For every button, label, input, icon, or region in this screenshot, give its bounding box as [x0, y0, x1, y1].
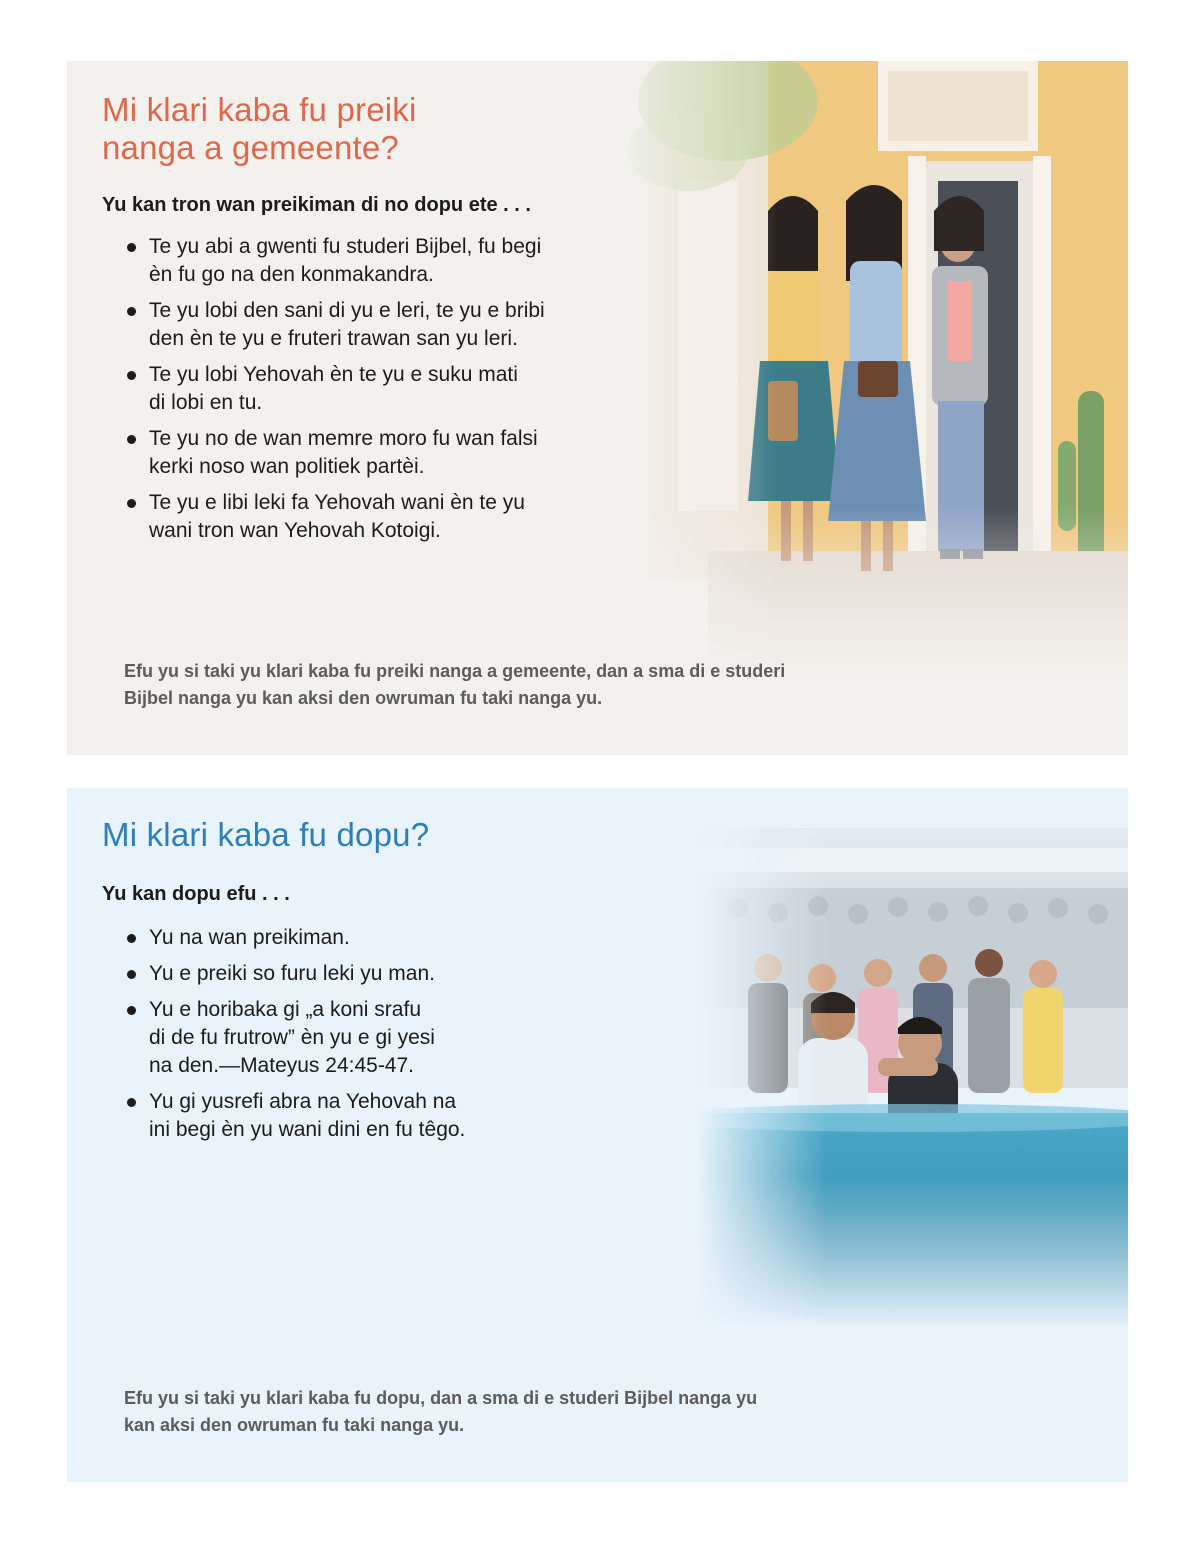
- list-item: Yu na wan preikiman.: [102, 924, 662, 952]
- list-item: Yu e horibaka gi „a koni srafu di de fu frutrow” èn yu e gi yesi na den.—Mateyus 24:45-47.: [102, 996, 662, 1080]
- list-item: Te yu e libi leki fa Yehovah wani èn te yu wani tron wan Yehovah Kotoigi.: [102, 489, 662, 545]
- list-item: Te yu no de wan memre moro fu wan falsi kerki noso wan politiek partèi.: [102, 425, 662, 481]
- title-line: nanga a gemeente?: [102, 129, 399, 166]
- section-subheading: Yu kan tron wan preikiman di no dopu ete . . .: [102, 194, 531, 216]
- footnote: Efu yu si taki yu klari kaba fu dopu, dan a sma di e studeri Bijbel nanga yu kan aksi den owruman fu taki nanga yu.: [124, 1388, 758, 1435]
- baptism-readiness-panel: [67, 788, 1128, 1482]
- ministry-readiness-panel: [67, 61, 1128, 755]
- street-preaching-illustration: [588, 61, 1128, 681]
- section-title: Mi klari kaba fu dopu?: [102, 816, 430, 853]
- list-item: Te yu lobi Yehovah èn te yu e suku mati di lobi en tu.: [102, 361, 662, 417]
- section-subheading: Yu kan dopu efu . . .: [102, 883, 290, 905]
- requirements-list: [102, 233, 662, 545]
- section-title: [102, 91, 417, 167]
- list-item: Te yu lobi den sani di yu e leri, te yu e bribi den èn te yu e fruteri trawan san yu leri.: [102, 297, 662, 353]
- list-item: Yu gi yusrefi abra na Yehovah na ini begi èn yu wani dini en fu têgo.: [102, 1088, 662, 1144]
- requirements-list: [102, 924, 662, 1144]
- list-item: Yu e preiki so furu leki yu man.: [102, 960, 662, 988]
- baptism-illustration: [698, 788, 1128, 1328]
- list-item: Te yu abi a gwenti fu studeri Bijbel, fu begi èn fu go na den konmakandra.: [102, 233, 662, 289]
- title-line: Mi klari kaba fu preiki: [102, 91, 417, 128]
- footnote: Efu yu si taki yu klari kaba fu preiki nanga a gemeente, dan a sma di e studeri Bijbel nanga yu kan aksi den owruman fu taki nanga yu.: [124, 661, 786, 708]
